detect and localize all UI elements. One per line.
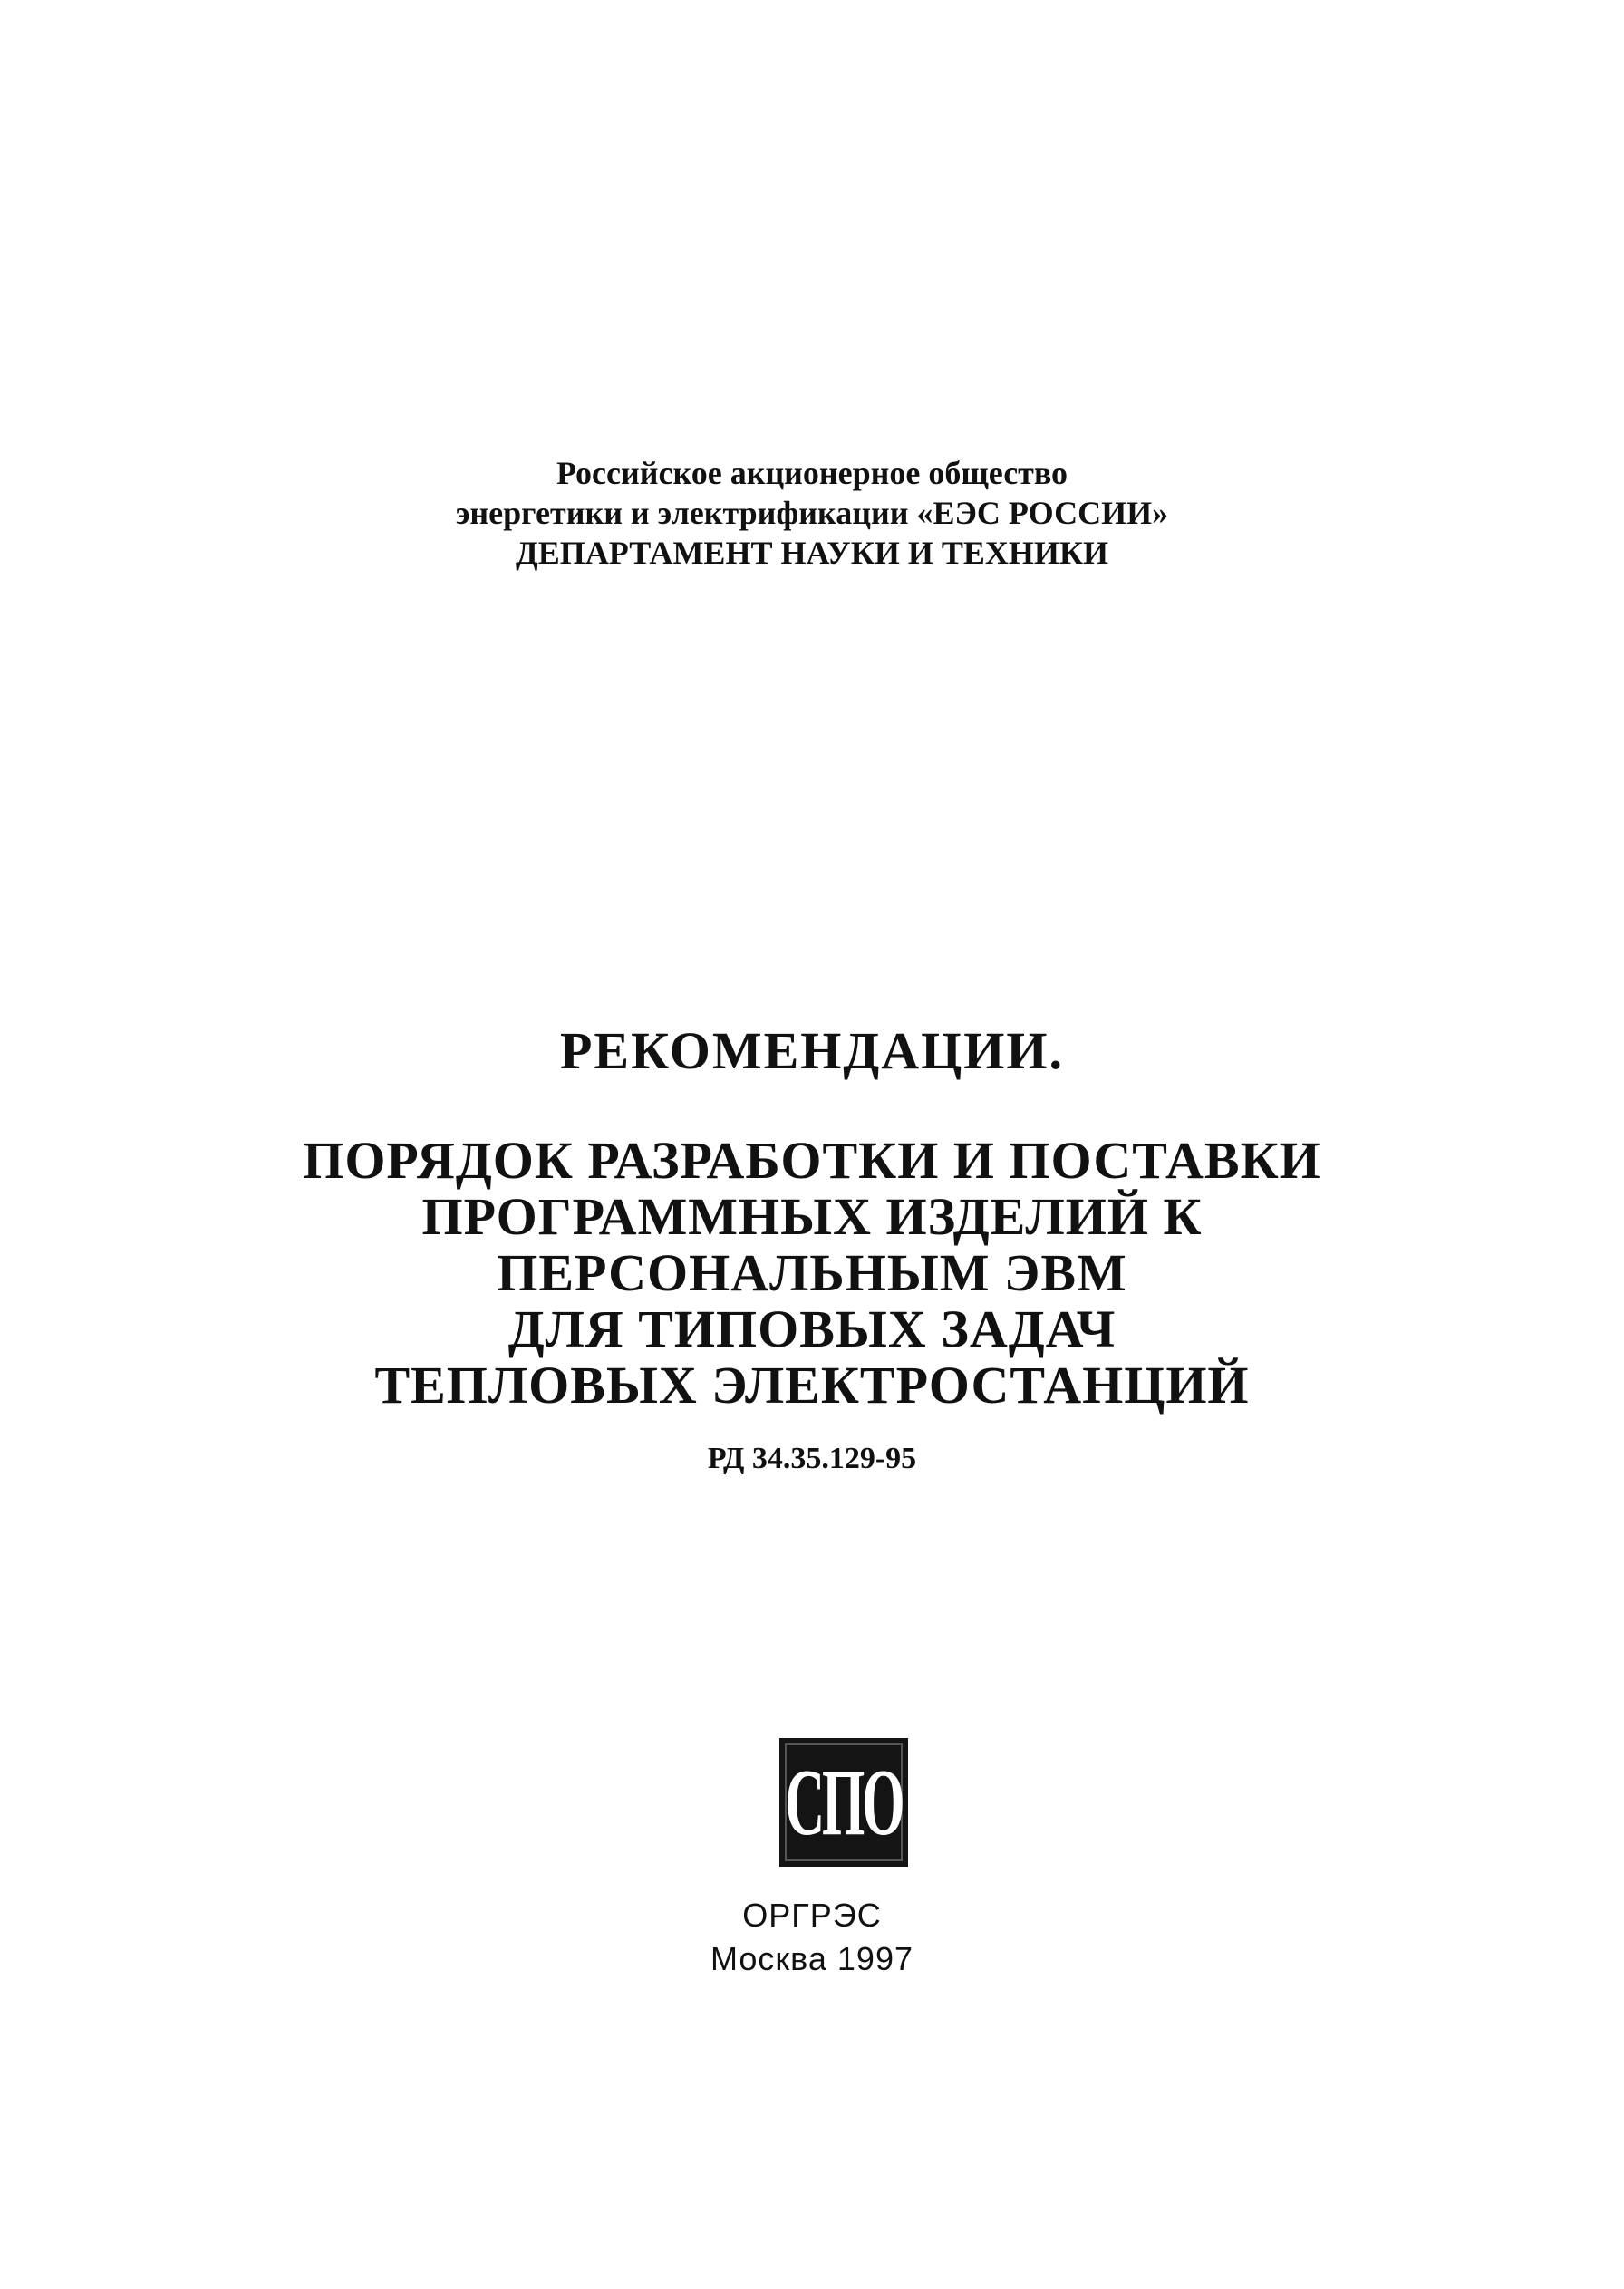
- document-code: РД 34.35.129-95: [707, 1442, 917, 1475]
- logo-text: СПО: [785, 1748, 903, 1856]
- title-line-1: ПОРЯДОК РАЗРАБОТКИ И ПОСТАВКИ: [303, 1131, 1321, 1190]
- document-type-title: РЕКОМЕНДАЦИИ.: [559, 1021, 1064, 1080]
- title-line-2: ПРОГРАММНЫХ ИЗДЕЛИЙ К: [421, 1187, 1203, 1246]
- title-line-4: ДЛЯ ТИПОВЫХ ЗАДАЧ: [508, 1299, 1116, 1358]
- organization-line-2: энергетики и электрификации «ЕЭС РОССИИ»: [455, 495, 1169, 531]
- publisher-city-year: Москва 1997: [710, 1940, 914, 1977]
- department-name: ДЕПАРТАМЕНТ НАУКИ И ТЕХНИКИ: [516, 535, 1108, 571]
- organization-header: [0, 453, 1624, 573]
- spo-logo-icon: [779, 1738, 908, 1867]
- document-title: [0, 1133, 1624, 1414]
- publisher-block: [0, 1894, 1624, 1981]
- organization-line-1: Российское акционерное общество: [556, 455, 1068, 491]
- publisher-name: ОРГРЭС: [742, 1897, 882, 1934]
- title-line-5: ТЕПЛОВЫХ ЭЛЕКТРОСТАНЦИЙ: [374, 1356, 1250, 1415]
- title-line-3: ПЕРСОНАЛЬНЫМ ЭВМ: [497, 1243, 1127, 1302]
